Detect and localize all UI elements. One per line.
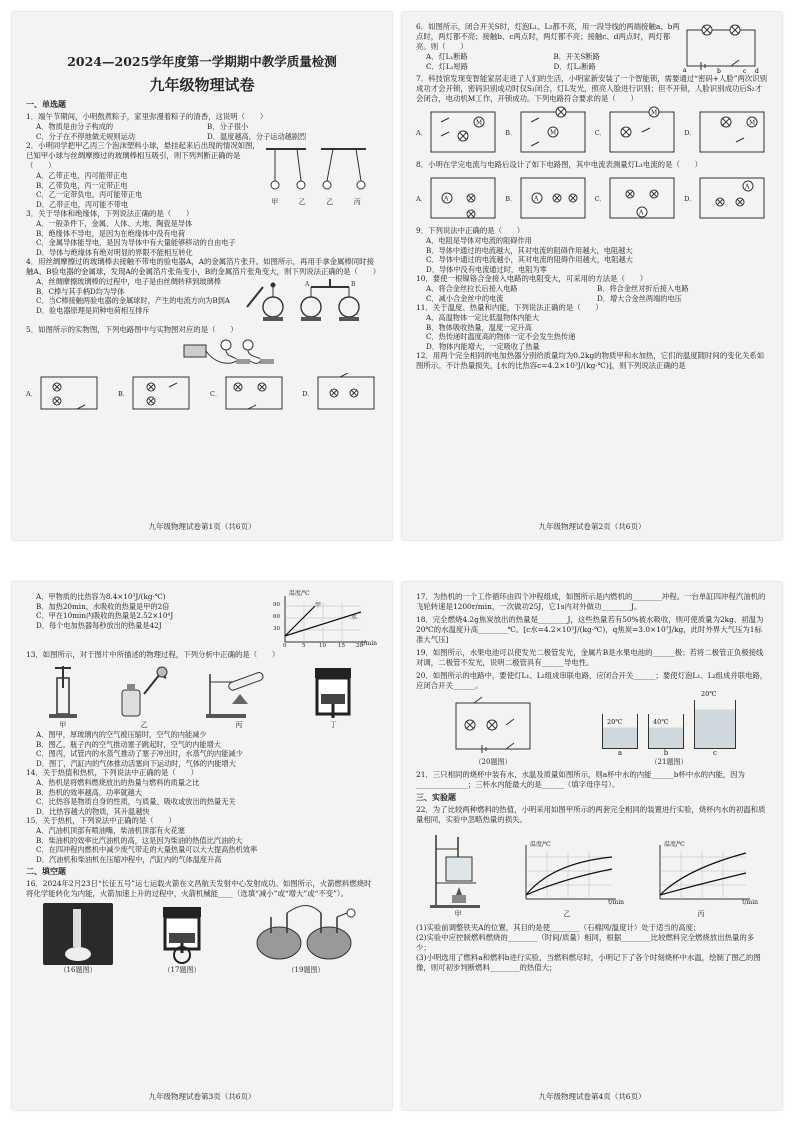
svg-text:B: B [351, 281, 356, 288]
option: B．C棒与其手柄D均为导体 [36, 286, 125, 296]
option: C．导体中通过的电流越小，其对电流的阻碍作用越大，电阻越大 [426, 255, 633, 264]
figure-label: 乙 [326, 198, 334, 206]
option: C．乙一定带负电，丙可能带正电 [36, 190, 143, 199]
option: D．每个电加热器每秒放出的热量是42J [36, 620, 162, 630]
figure-label: 甲 [271, 198, 279, 206]
question-13: 13．如图所示，对于图片中所描述的物理过程，下列分析中正确的是（ ） [26, 650, 280, 659]
graph-tick: 20 [356, 643, 363, 649]
svg-text:A: A [305, 281, 310, 288]
figure-19 [251, 903, 361, 975]
option: D．导体中没有电流通过时，电阻为零 [426, 264, 547, 274]
svg-text:M: M [651, 109, 658, 117]
circuit-diagram-a [37, 373, 101, 413]
figure-17 [147, 903, 217, 975]
graph-ylabel: 温度/℃ [664, 841, 685, 848]
figure-caption: （20题图） [474, 758, 512, 766]
option: A．乙带正电，丙可能带正电 [36, 171, 128, 180]
section-heading: 三、实验题 [416, 792, 456, 802]
option: A．丝绸摩擦玻璃棒的过程中，电子是由丝绸转移到玻璃棒 [36, 277, 221, 286]
burner-apparatus-icon [428, 829, 488, 909]
figure-label: 丙 [235, 721, 243, 729]
svg-text:M: M [549, 129, 556, 137]
temperature-time-graph [271, 590, 377, 650]
option: D．乙带正电，丙可能不带电 [36, 199, 129, 209]
figure-label: 甲 [454, 910, 462, 918]
beaker-label: a [617, 749, 623, 757]
option: B．物体吸收热量，温度一定升高 [426, 322, 532, 332]
exam-page-4 [402, 582, 782, 1110]
svg-text:b: b [717, 68, 721, 74]
temperature-graph-bing [646, 839, 756, 909]
rocket-launch-photo [43, 903, 113, 965]
option: C．灯L₂短路 [426, 61, 468, 71]
figure-label: 丙 [697, 910, 705, 918]
option: A．物质是由分子构成的 [36, 122, 114, 131]
beaker-temperature: 20℃ [607, 718, 623, 726]
option: D．增大合金丝两端的电压 [597, 293, 682, 303]
option: D． [684, 194, 696, 203]
electroscope-figure [241, 277, 371, 325]
option: D．图丁，汽缸内的气体推动活塞向下运动时，气体的内能增大 [36, 758, 236, 768]
question-22-part-2: (2)实验中应控制燃料燃烧的________（时间/质量）相同，根据________比较燃料完全燃烧放出热量的多少； [416, 933, 755, 952]
beaker-temperature: 20℃ [701, 690, 717, 698]
circuit-diagram-d [696, 172, 768, 224]
q13-figures [26, 660, 378, 730]
question-15: 15．关于热机，下列说法中正确的是（ ） [26, 816, 176, 825]
option: A．电阻是导体对电流的阻碍作用 [426, 236, 532, 245]
svg-text:A: A [744, 183, 750, 191]
section-heading: 二、填空题 [26, 866, 66, 876]
option: A．高温物体一定比低温物体内能大 [426, 313, 540, 322]
option: B．热机的效率越高，功率就越大 [36, 787, 142, 797]
question-5: 5．如图所示的实物图，下列电路图中与实物图对应的是（ ） [26, 325, 238, 334]
svg-text:A: A [639, 209, 644, 217]
temperature-graph-yi [512, 839, 622, 909]
option: B．加热20min，水吸收的热量是甲的2倍 [36, 601, 170, 611]
graph-tick: 15 [338, 643, 345, 649]
option: D．汽油机和柴油机在压缩冲程中，汽缸内的气体温度升高 [36, 854, 222, 864]
question-9: 9．下列说法中正确的是（ ） [416, 226, 525, 235]
figure-21 [602, 690, 736, 767]
question-20: 20．如图所示的电路中，要使灯L₁、L₂组成串联电路，应闭合开关______；要使灯泡L₁、L₂组成并联电路，应闭合开关______。 [416, 671, 768, 690]
exam-page-2 [402, 12, 782, 540]
page-footer: 九年级物理试卷第4页（共6页） [538, 1092, 646, 1101]
option: D． [684, 128, 696, 137]
option: D．导体与绝缘体有绝对明显的界限不能相互转化 [36, 247, 193, 257]
option: D．温度越高，分子运动越剧烈 [207, 131, 307, 141]
option: A．一般条件下，金属、人体、大地、陶瓷是导体 [36, 219, 193, 228]
option: C． [594, 194, 607, 203]
question-17: 17．为热机的一个工作循环由四个冲程组成，如图所示是内燃机的________冲程。一台单缸四冲程汽油机的飞轮转速是1200r/min，一次做功25J，它1s内对外做功________J。 [416, 592, 766, 611]
figure-label: 甲 [59, 721, 67, 729]
figure-label: 乙 [140, 721, 148, 729]
circuit-diagram-c [222, 373, 286, 413]
option: D．比热容越大的物质，其升温越快 [36, 806, 150, 816]
option: B．将合金丝对折后接入电路 [597, 284, 689, 293]
question-18: 18．完全燃烧4.2g焦炭放出的热量是________J，这些热量若有50%被水吸收，则可使质量为2kg、初温为20℃的水温度升高________℃。[c水=4.2×10³J/(kg·℃)，q焦炭=3.0×10⁷J/kg，此时外界大气压为1标准大气压] [416, 615, 764, 644]
figure-ding [303, 664, 363, 730]
graph-series-label: 水 [351, 614, 358, 621]
figure-16 [43, 903, 113, 975]
beaker-c [694, 690, 736, 757]
figures-20-21 [416, 690, 768, 767]
svg-text:A: A [444, 195, 449, 203]
option: B．开关S断路 [553, 52, 600, 61]
graph-ylabel: 温度/℃ [289, 590, 310, 597]
question-6-options [416, 52, 681, 71]
option: B． [117, 389, 130, 398]
figure-label: 乙 [563, 910, 571, 918]
question-11: 11．关于温度、热量和内能，下列说法正确的是（ ） [416, 303, 603, 312]
circuit-diagram-c [606, 172, 678, 224]
figure-label: 丙 [353, 198, 361, 206]
graph-xlabel: t/min [742, 899, 758, 906]
option: C．分子在不停地做无规则运动 [36, 131, 135, 141]
option: A． [416, 194, 428, 203]
figure-caption: （19题图） [287, 966, 325, 974]
option: C．减小合金丝中的电流 [426, 293, 504, 303]
q20-circuit-diagram [448, 695, 538, 757]
circuit-diagram-a [427, 106, 499, 158]
figure-label: 乙 [298, 198, 306, 206]
option: B．分子很小 [207, 122, 249, 131]
graph-tick: 60 [273, 614, 280, 620]
figure-jia [41, 664, 85, 730]
figure-yi [114, 664, 174, 730]
section-heading: 一、单选题 [26, 99, 66, 109]
question-2: 2．小明同学把甲乙丙三个泡沫塑料小球，悬挂起来后出现的情况如图，已知甲小球与丝绸摩擦过的玻璃棒相互吸引，则下列判断正确的是（ ） [26, 141, 260, 170]
option: D．灯L₂断路 [553, 61, 596, 71]
option: C．比热容是物质自身的性质，与质量、吸收或放出的热量无关 [36, 797, 236, 806]
question-8: 8．小明在学完电流与电路后设计了如下电路图，其中电流表测量灯L₁电流的是（ ） [416, 160, 703, 169]
question-7: 7．科技馆发现变智能家居走进了人们的生活，小明家新安装了一个智能锁，需要通过“密码+人脸”两次识别成功才会开锁，密码识别成功时仅S₁闭合，灯L发光，照亮人脸进行识别；但不开锁，人脸识别成功后S₂才会闭合，电动机M工作，开锁成功。下列电路符合要求的是（ ） [416, 74, 768, 103]
option: B．图乙，瓶子内的空气推动塞子跳起时，空气的内能增大 [36, 739, 221, 749]
graph-tick: 30 [273, 626, 280, 632]
question-22-part-3: (3)小明选用了燃料a和燃料b进行实验，当燃料燃尽时，小明记下了各个时刻烧杯中水温，绘制了图乙的图像，则可初步判断燃料________的热值大； [416, 953, 761, 972]
question-12: 12．用两个完全相同的电加热器分别给质量均为0.2kg的物质甲和水加热，它们的温度随时间的变化关系如图所示。不计热量损失，[水的比热容c=4.2×10³J/(kg·℃)]，则下列说法正确的是 [416, 351, 765, 370]
question-1: 1．端午节期间，小明熬煮粽子，家里弥漫着粽子的清香，这说明（ ） [26, 112, 268, 121]
option: B．柴油机的效率比汽油机的高，这是因为柴油的热值比汽油的大 [36, 835, 243, 845]
option: B． [505, 128, 517, 137]
fill-in-figures [26, 903, 378, 975]
question-19: 19．如图所示，水果电池可以使发光二极管发光，金属片B是水果电池的______极；若将二极管正负极接线对调，二极管不发光，说明二极管具有______导电性。 [416, 648, 764, 667]
graph-tick: 10 [319, 643, 326, 649]
page-footer: 九年级物理试卷第3页（共6页） [148, 1092, 256, 1101]
exam-page-3 [12, 582, 392, 1110]
option: A．图甲，厚玻璃内的空气被压缩时，空气的内能减少 [36, 730, 207, 739]
question-22-part-1: (1)实验前调整铁夹A的位置，其目的是使________（石棉网/温度计）处于适当的高度； [416, 923, 701, 932]
graph-xlabel: t/min [608, 899, 624, 906]
circuit-diagram-d [696, 106, 768, 158]
option: C．在四冲程内燃机中减少废气带走的大量热量可以大大提高热机效率 [36, 845, 258, 854]
page-footer: 九年级物理试卷第1页（共6页） [148, 522, 256, 531]
question-22: 22．为了比较两种燃料的热值，小明采用如图甲所示的两套完全相同的装置进行实验，烧杯内水的初温和质量相同，实验中忽略热量的损失。 [416, 805, 766, 824]
graph-tick: 0 [283, 643, 287, 649]
circuit-diagram-a [427, 172, 499, 224]
figure-jia [428, 829, 488, 919]
option: C．图丙，试管内的水蒸气推动了塞子冲出时，水蒸气的内能减少 [36, 749, 243, 758]
exam-title: 2024—2025学年度第一学期期中教学质量检测 [67, 54, 337, 69]
svg-text:a: a [683, 67, 687, 74]
beaker-a [602, 714, 638, 757]
beaker-b [648, 714, 684, 757]
circuit-photo [176, 335, 378, 369]
q22-figures [416, 829, 768, 919]
option: C． [594, 128, 607, 137]
svg-text:M: M [476, 119, 483, 127]
q6-circuit-diagram [681, 22, 761, 74]
figure-caption: （21题图） [650, 758, 688, 766]
option: C．热传递时温度高的物体一定不会发生热传递 [426, 332, 576, 341]
option: D．验电器原理是同种电荷相互排斥 [36, 305, 150, 315]
option: C．金属导体能导电，是因为导体中有大量能够移动的自由电子 [36, 238, 236, 247]
page-footer: 九年级物理试卷第2页（共6页） [538, 522, 646, 531]
question-3: 3．关于导体和绝缘体，下列说法正确的是（ ） [26, 209, 194, 218]
option: C．当C棒接触两验电器的金属球时，产生的电流方向为B到A [36, 296, 230, 305]
exam-subtitle: 九年级物理试卷 [149, 76, 255, 94]
question-6: 6．如图所示，闭合开关S时，灯泡L₁、L₂都不亮，用一段导线的两端接触a、b两点时，两灯都不亮；接触b、c两点时，两灯都不亮；接触c、d两点时，两灯都亮。则（ ） [416, 22, 680, 51]
question-14: 14．关于热值和热机，下列说法中正确的是（ ） [26, 768, 199, 777]
circuit-diagram-b [517, 106, 589, 158]
question-10: 10．要使一根镍铬合金接入电路的电阻变大，可采用的方法是（ ） [416, 274, 648, 283]
question-4: 4．用丝绸摩擦过的玻璃棒去接触不带电的验电器A，A的金属箔片张开。如图所示，再用手拿金属棒同时接触A、B验电器的金属球，发现A的金属箔片张角变小，B的金属箔片张角变大，则下列说法正确的是（ ） [26, 257, 381, 276]
option: B．导体中通过的电流越大，其对电流的阻碍作用越大，电阻越大 [426, 245, 633, 255]
fruit-battery-icon [251, 903, 361, 965]
circuit-diagram-d [314, 373, 378, 413]
exam-page-1 [12, 12, 392, 540]
q8-options-row [416, 172, 768, 224]
graph-xlabel: t/min [361, 640, 377, 647]
q7-options-row [416, 106, 768, 158]
question-21: 21．三只相同的烧杯中装有水，水温及质量如图所示，则a杯中水的内能______b杯中水的内能，因为______________；三杯水内能最大的是______（填字母序号）。 [416, 770, 745, 789]
beaker-label: c [713, 749, 717, 757]
option: B． [505, 194, 517, 203]
circuit-diagram-b [129, 373, 193, 413]
circuit-diagram-c [606, 106, 678, 158]
svg-text:c: c [743, 68, 747, 74]
svg-text:M: M [748, 119, 756, 127]
option: C． [210, 389, 222, 398]
svg-text:A: A [533, 195, 538, 203]
figure-caption: （17题图） [163, 966, 201, 974]
option: A．甲物质的比热容为8.4×10³J/(kg·℃) [36, 592, 166, 601]
figure-bing [204, 664, 274, 730]
figure-yi [512, 839, 622, 919]
figure-20 [448, 695, 538, 767]
graph-series-label: 甲 [315, 602, 322, 609]
figure-caption: （16题图） [59, 966, 97, 974]
engine-cylinder-icon [147, 903, 217, 965]
option: A．灯L₁断路 [426, 52, 468, 61]
q5-options-row [26, 373, 378, 413]
option: D．物体内能增大，一定吸收了热量 [426, 341, 540, 351]
graph-tick: 5 [302, 643, 306, 649]
graph-ylabel: 温度/℃ [530, 841, 551, 848]
question-16: 16．2024年2月23日“长征五号”运七运载火箭在文昌航天发射中心发射成功。如图所示，火箭燃料燃烧时将化学能转化为内能，火箭加速上升的过程中，火箭机械能____（选填“减小”或“增大”或“不变”）。 [26, 879, 372, 898]
graph-tick: 90 [273, 602, 280, 608]
option: C．甲在10min内吸收的热量是2.52×10⁴J [36, 611, 174, 620]
question-1-options [26, 122, 378, 141]
option: D． [302, 389, 314, 398]
option: A． [416, 128, 428, 137]
option: B．乙带负电，丙一定带正电 [36, 180, 128, 190]
svg-text:d: d [755, 68, 759, 74]
figure-label: 丁 [329, 721, 337, 729]
option: A．汽油机顶部有喷油嘴，柴油机顶部有火花塞 [36, 826, 185, 835]
option: B．绝缘体不导电，是因为在绝缘体中没有电荷 [36, 228, 186, 238]
beaker-label: b [663, 749, 669, 757]
pendulum-balls-figure [261, 141, 371, 209]
option: A． [26, 389, 38, 398]
figure-bing [646, 839, 756, 919]
beaker-temperature: 40℃ [653, 718, 669, 726]
option: A．将合金丝拉长后接入电路 [426, 284, 518, 293]
option: A．热机是将燃料燃烧放出的热量与燃料的质量之比 [36, 778, 200, 787]
question-10-options [416, 284, 768, 303]
circuit-diagram-b [517, 172, 589, 224]
